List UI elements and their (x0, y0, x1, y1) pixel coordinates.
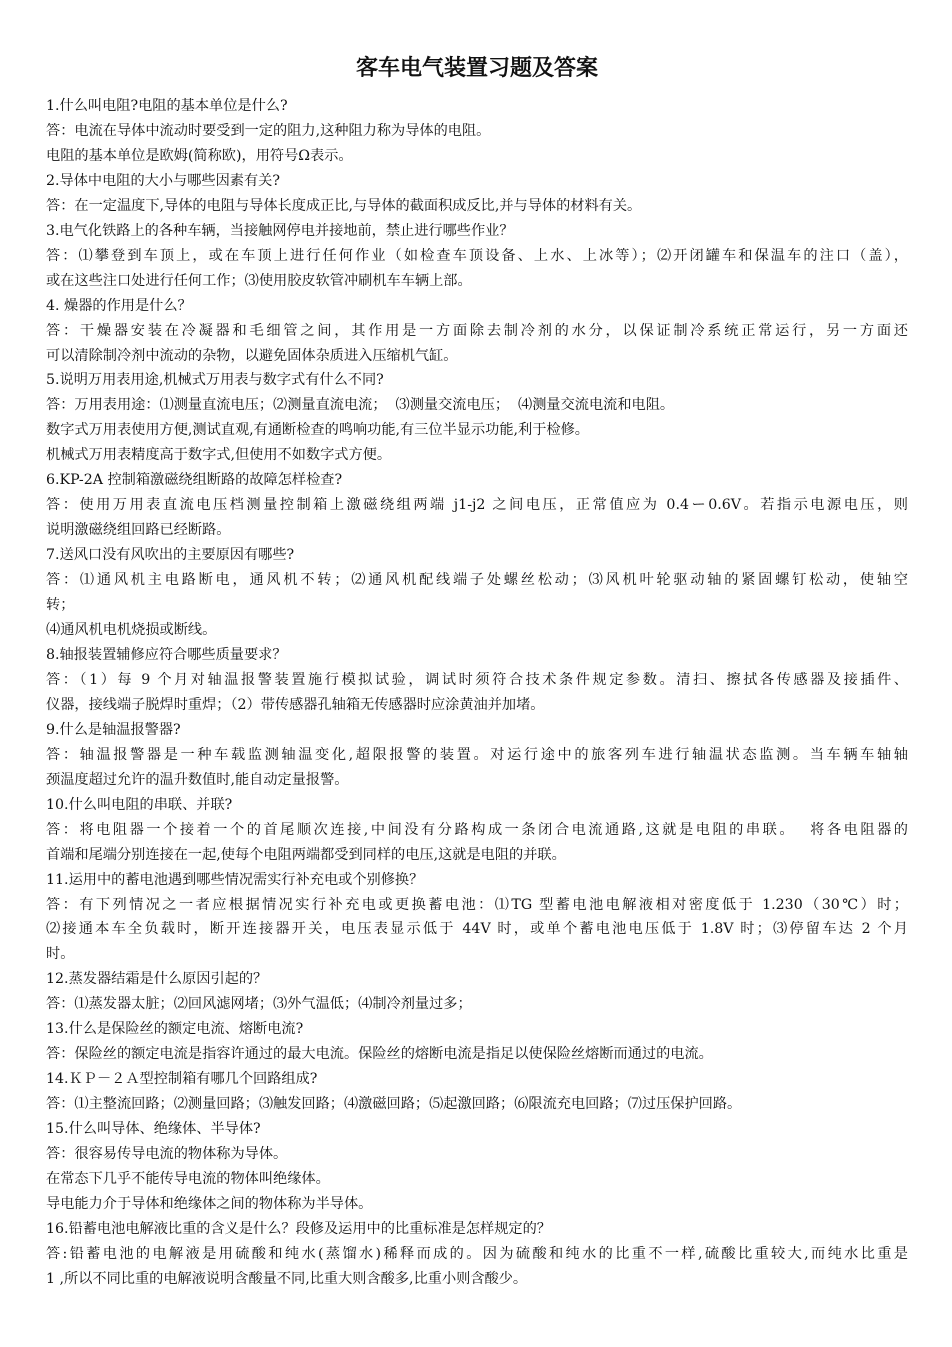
text-line: 答:铅蓄电池的电解液是用硫酸和纯水(蒸馏水)稀释而成的。因为硫酸和纯水的比重不一样,硫酸比重较大,而纯水比重是 (46, 1245, 908, 1262)
text-line: 转； (46, 597, 75, 614)
text-line: 仪器，接线端子脱焊时重焊；（2）带传感器孔轴箱无传感器时应涂黄油并加堵。 (46, 696, 545, 713)
text-line: 答：轴温报警器是一种车载监测轴温变化,超限报警的装置。对运行途中的旅客列车进行轴温状态监测。当车辆车轴轴 (46, 746, 908, 763)
text-line: 答：⑴蒸发器太脏；⑵回风滤网堵；⑶外气温低；⑷制冷剂量过多； (46, 996, 472, 1013)
text-line: 答：⑴通风机主电路断电，通风机不转；⑵通风机配线端子处螺丝松动；⑶风机叶轮驱动轴的紧固螺钉松动，使轴空 (46, 572, 908, 589)
text-line: 颈温度超过允许的温升数值时,能自动定量报警。 (46, 771, 349, 788)
text-line: 3.电气化铁路上的各种车辆，当接触网停电并接地前，禁止进行哪些作业？ (46, 222, 514, 239)
text-line: 答：保险丝的额定电流是指容许通过的最大电流。保险丝的熔断电流是指足以使保险丝熔断而通过的电流。 (46, 1046, 713, 1063)
text-line: 答：有下列情况之一者应根据情况实行补充电或更换蓄电池：⑴TG 型蓄电池电解液相对密度低于 1.230（30℃）时； (46, 896, 908, 913)
text-line: 12.蒸发器结霜是什么原因引起的？ (46, 971, 268, 988)
text-line: 11.运用中的蓄电池遇到哪些情况需实行补充电或个别修换？ (46, 871, 424, 888)
text-line: 5.说明万用表用途,机械式万用表与数字式有什么不同? (46, 372, 384, 389)
text-line: ⑷通风机电机烧损或断线。 (46, 622, 217, 639)
text-line: 或在这些注口处进行任何工作；⑶使用胶皮软管冲刷机车车辆上部。 (46, 272, 472, 289)
text-line: 机械式万用表精度高于数字式,但使用不如数字式方便。 (46, 447, 392, 464)
text-line: 答：电流在导体中流动时要受到一定的阻力,这种阻力称为导体的电阻。 (46, 122, 491, 139)
text-line: 16.铅蓄电池电解液比重的含义是什么？段修及运用中的比重标准是怎样规定的？ (46, 1220, 551, 1237)
text-line: 答：在一定温度下,导体的电阻与导体长度成正比,与导体的截面积成反比,并与导体的材料有关。 (46, 197, 642, 214)
document-title: 客车电气装置习题及答案 (355, 55, 598, 81)
text-line: 首端和尾端分别连接在一起,使每个电阻两端都受到同样的电压,这就是电阻的并联。 (46, 846, 566, 863)
text-line: 数字式万用表使用方便,测试直观,有通断检查的鸣响功能,有三位半显示功能,利于检修。 (46, 422, 589, 439)
text-line: 9.什么是轴温报警器? (46, 721, 181, 738)
text-line: 答：很容易传导电流的物体称为导体。 (46, 1146, 288, 1163)
text-line: 在常态下几乎不能传导电流的物体叫绝缘体。 (46, 1170, 330, 1187)
text-line: 答：⑴攀登到车顶上，或在车顶上进行任何作业（如检查车顶设备、上水、上冰等）；⑵开闭罐车和保温车的注口（盖）， (46, 247, 908, 264)
text-line: 1.什么叫电阻?电阻的基本单位是什么? (46, 98, 288, 114)
text-line: 导电能力介于导体和绝缘体之间的物体称为半导体。 (46, 1195, 373, 1212)
text-line: 说明激磁绕组回路已经断路。 (46, 522, 231, 539)
text-line: 7.送风口没有风吹出的主要原因有哪些? (46, 547, 295, 564)
text-line: 13.什么是保险丝的额定电流、熔断电流? (46, 1021, 304, 1038)
text-line: 答：⑴主整流回路；⑵测量回路；⑶触发回路；⑷激磁回路；⑸起激回路；⑹限流充电回路；⑺过压保护回路。 (46, 1096, 742, 1113)
text-line: 时。 (46, 946, 75, 963)
text-line: 答：万用表用途：⑴测量直流电压；⑵测量直流电流； ⑶测量交流电压； ⑷测量交流电流和电阻。 (46, 397, 675, 414)
text-line: 电阻的基本单位是欧姆(简称欧)，用符号Ω表示。 (46, 147, 353, 164)
text-line: 答：使用万用表直流电压档测量控制箱上激磁绕组两端 j1-j2 之间电压，正常值应为 0.4ー0.6V。若指示电源电压，则 (46, 497, 908, 514)
text-line: 15.什么叫导体、绝缘体、半导体? (46, 1121, 261, 1138)
text-line: 6.KP-2A 控制箱激磁绕组断路的故障怎样检查? (46, 472, 343, 489)
text-line: 10.什么叫电阻的串联、并联? (46, 796, 233, 813)
text-line: 2.导体中电阻的大小与哪些因素有关? (46, 172, 280, 189)
text-line: 4. 燥器的作用是什么？ (46, 297, 192, 314)
text-line: 答：干燥器安装在冷凝器和毛细管之间，其作用是一方面除去制冷剂的水分，以保证制冷系统正常运行，另一方面还 (46, 322, 908, 339)
text-line: ⑵接通本车全负载时，断开连接器开关，电压表显示低于 44V 时，或单个蓄电池电压低于 1.8V 时；⑶停留车达 2 个月 (46, 921, 908, 938)
text-line: 可以清除制冷剂中流动的杂物，以避免固体杂质进入压缩机气缸。 (46, 347, 458, 364)
text-line: 答：将电阻器一个接着一个的首尾顺次连接,中间没有分路构成一条闭合电流通路,这就是电阻的串联。 将各电阻器的 (46, 821, 908, 838)
text-line: 答：（1）每 9 个月对轴温报警装置施行模拟试验，调试时须符合技术条件规定参数。清扫、擦拭各传感器及接插件、 (46, 671, 908, 688)
text-line: 1 ,所以不同比重的电解液说明含酸量不同,比重大则含酸多,比重小则含酸少。 (46, 1270, 528, 1287)
text-line: 8.轴报装置辅修应符合哪些质量要求？ (46, 646, 287, 663)
document-body (46, 94, 908, 1292)
text-line: 14.ＫＰ－２Ａ型控制箱有哪几个回路组成? (46, 1071, 318, 1088)
